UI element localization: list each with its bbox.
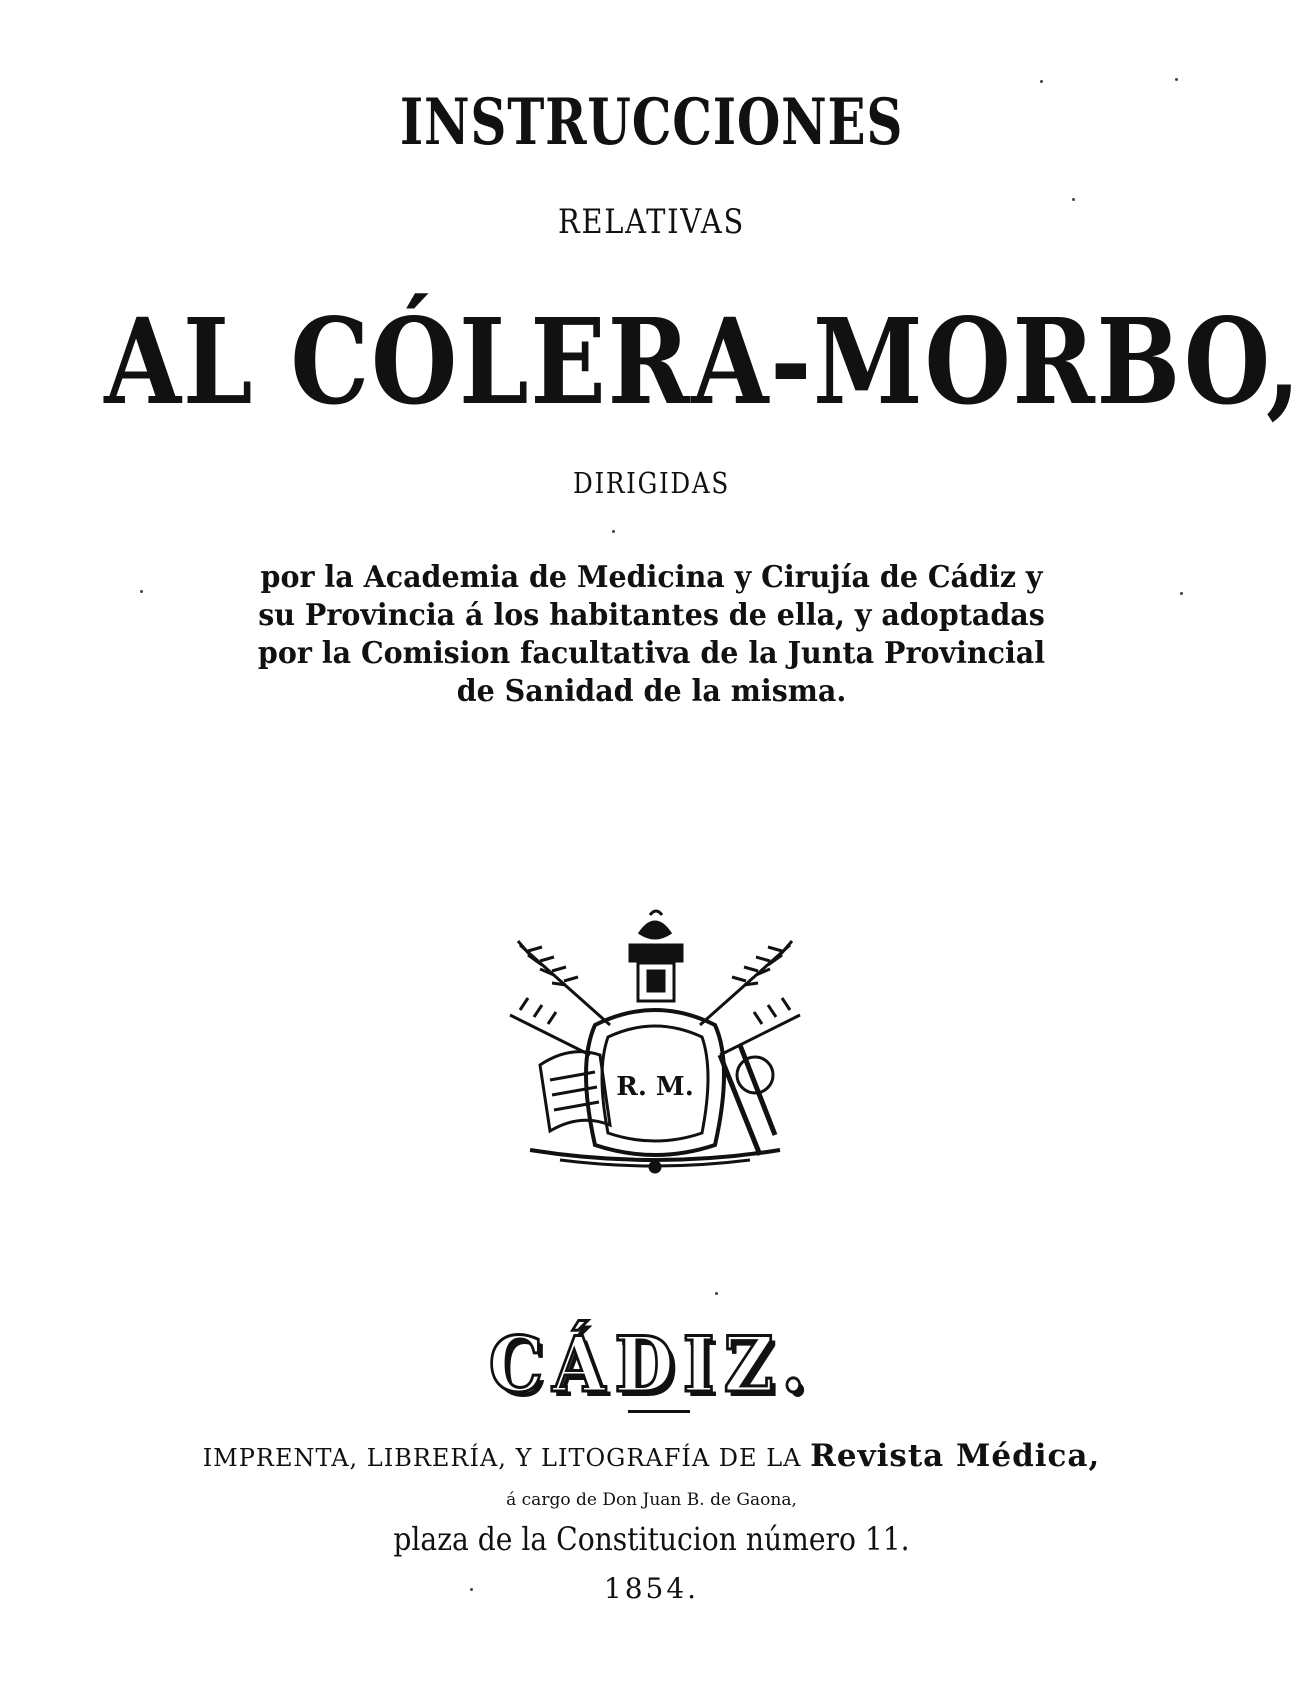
- print-speck: [1175, 78, 1178, 81]
- academy-emblem: [500, 905, 810, 1180]
- headline: AL CÓLERA-MORBO,: [104, 292, 1303, 431]
- paragraph-line-4: de Sanidad de la misma.: [456, 674, 847, 709]
- print-speck: [1040, 80, 1043, 83]
- divider-rule: [628, 1410, 690, 1413]
- print-speck: [715, 1292, 718, 1295]
- print-speck: [1180, 592, 1183, 595]
- city-name: CÁDIZ.: [488, 1320, 815, 1409]
- emblem-initials: R. M.: [616, 1072, 694, 1102]
- imprint-line: [0, 1438, 1303, 1474]
- main-title: INSTRUCCIONES: [399, 85, 904, 160]
- dirigidas-label: DIRIGIDAS: [573, 466, 730, 500]
- printer-name: IMPRENTA, LIBRERÍA, Y LITOGRAFÍA DE LA: [202, 1444, 802, 1472]
- publication-name: Revista Médica,: [810, 1438, 1101, 1474]
- print-speck: [140, 590, 143, 593]
- paragraph-line-3: por la Comision facultativa de la Junta Provincial: [257, 636, 1046, 671]
- in-charge-line: á cargo de Don Juan B. de Gaona,: [506, 1490, 797, 1510]
- print-speck: [1072, 198, 1075, 201]
- print-speck: [470, 1588, 473, 1591]
- paragraph-line-1: por la Academia de Medicina y Cirujía de Cádiz y: [260, 560, 1043, 595]
- address-line: plaza de la Constitucion número 11.: [393, 1520, 910, 1558]
- paragraph-line-2: su Provincia á los habitantes de ella, y adoptadas: [258, 598, 1045, 633]
- print-speck: [612, 530, 615, 533]
- subtitle: RELATIVAS: [558, 202, 745, 242]
- publication-year: 1854.: [603, 1572, 700, 1605]
